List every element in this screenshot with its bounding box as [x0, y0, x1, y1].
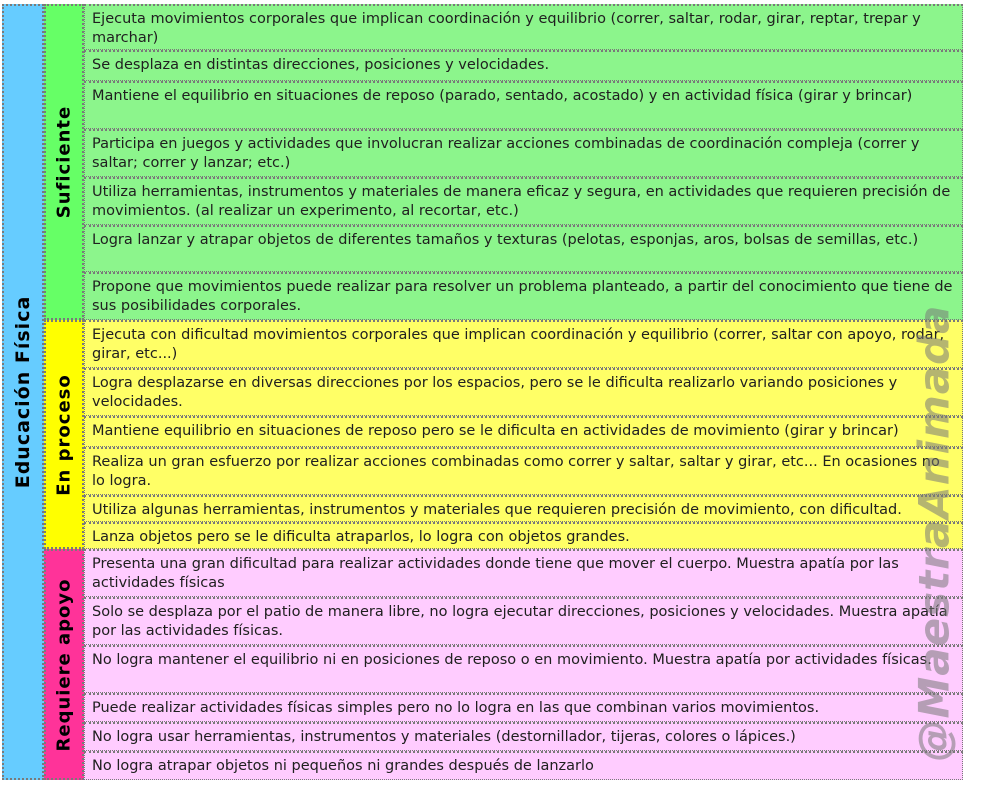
criterion-row: Ejecuta movimientos corporales que implican coordinación y equilibrio (correr, saltar, rodar, girar, reptar, trepar y marchar) — [84, 4, 963, 50]
level-band-requiere-apoyo — [44, 549, 84, 780]
rubric-table — [2, 4, 963, 780]
level-band-en-proceso — [44, 320, 84, 549]
criterion-row: Realiza un gran esfuerzo por realizar acciones combinadas como correr y saltar, saltar y girar, etc... En ocasiones no lo logra. — [84, 447, 963, 495]
criterion-row: No logra atrapar objetos ni pequeños ni grandes después de lanzarlo — [84, 751, 963, 780]
criterion-row: Puede realizar actividades físicas simples pero no lo logra en las que combinan varios movimientos. — [84, 693, 963, 722]
criterion-row: Logra desplazarse en diversas direcciones por los espacios, pero se le dificulta realizarlo variando posiciones y velocidades. — [84, 368, 963, 416]
level-label-suficiente: Suficiente — [53, 105, 75, 219]
criterion-row: Lanza objetos pero se le dificulta atraparlos, lo logra con objetos grandes. — [84, 522, 963, 549]
watermark-text: @MaestraAnimada — [909, 303, 959, 762]
criterion-row: Presenta una gran dificultad para realizar actividades donde tiene que mover el cuerpo. Muestra apatía por las actividades físicas — [84, 549, 963, 597]
criterion-row: Utiliza herramientas, instrumentos y materiales de manera eficaz y segura, en actividades que requieren precisión de movimientos. (al realizar un experimento, al recortar, etc.) — [84, 177, 963, 225]
subject-column — [2, 4, 44, 780]
level-label-en-proceso: En proceso — [53, 373, 75, 496]
criterion-row: No logra mantener el equilibrio ni en posiciones de reposo o en movimiento. Muestra apatía por actividades físicas. — [84, 645, 963, 693]
criterion-row: Participa en juegos y actividades que involucran realizar acciones combinadas de coordinación compleja (correr y saltar; correr y lanzar; etc.) — [84, 129, 963, 177]
criterion-row: Propone que movimientos puede realizar para resolver un problema planteado, a partir del conocimiento que tiene de sus posibilidades corporales. — [84, 272, 963, 320]
criterion-row: No logra usar herramientas, instrumentos y materiales (destornillador, tijeras, colores o lápices.) — [84, 722, 963, 751]
criterion-row: Ejecuta con dificultad movimientos corporales que implican coordinación y equilibrio (correr, saltar con apoyo, rodar, girar, etc...) — [84, 320, 963, 368]
criterion-row: Solo se desplaza por el patio de manera libre, no logra ejecutar direcciones, posiciones y velocidades. Muestra apatía por las actividades físicas. — [84, 597, 963, 645]
criterion-row: Logra lanzar y atrapar objetos de diferentes tamaños y texturas (pelotas, esponjas, aros, bolsas de semillas, etc.) — [84, 225, 963, 272]
criterion-row: Se desplaza en distintas direcciones, posiciones y velocidades. — [84, 50, 963, 81]
level-band-suficiente — [44, 4, 84, 320]
criteria-rows — [84, 4, 963, 780]
level-label-requiere-apoyo: Requiere apoyo — [53, 578, 75, 751]
criterion-row: Mantiene el equilibrio en situaciones de reposo (parado, sentado, acostado) y en actividad física (girar y brincar) — [84, 81, 963, 129]
criterion-row: Mantiene equilibrio en situaciones de reposo pero se le dificulta en actividades de movimiento (girar y brincar) — [84, 416, 963, 447]
criterion-row: Utiliza algunas herramientas, instrumentos y materiales que requieren precisión de movimiento, con dificultad. — [84, 495, 963, 522]
subject-label: Educación Física — [12, 295, 34, 489]
